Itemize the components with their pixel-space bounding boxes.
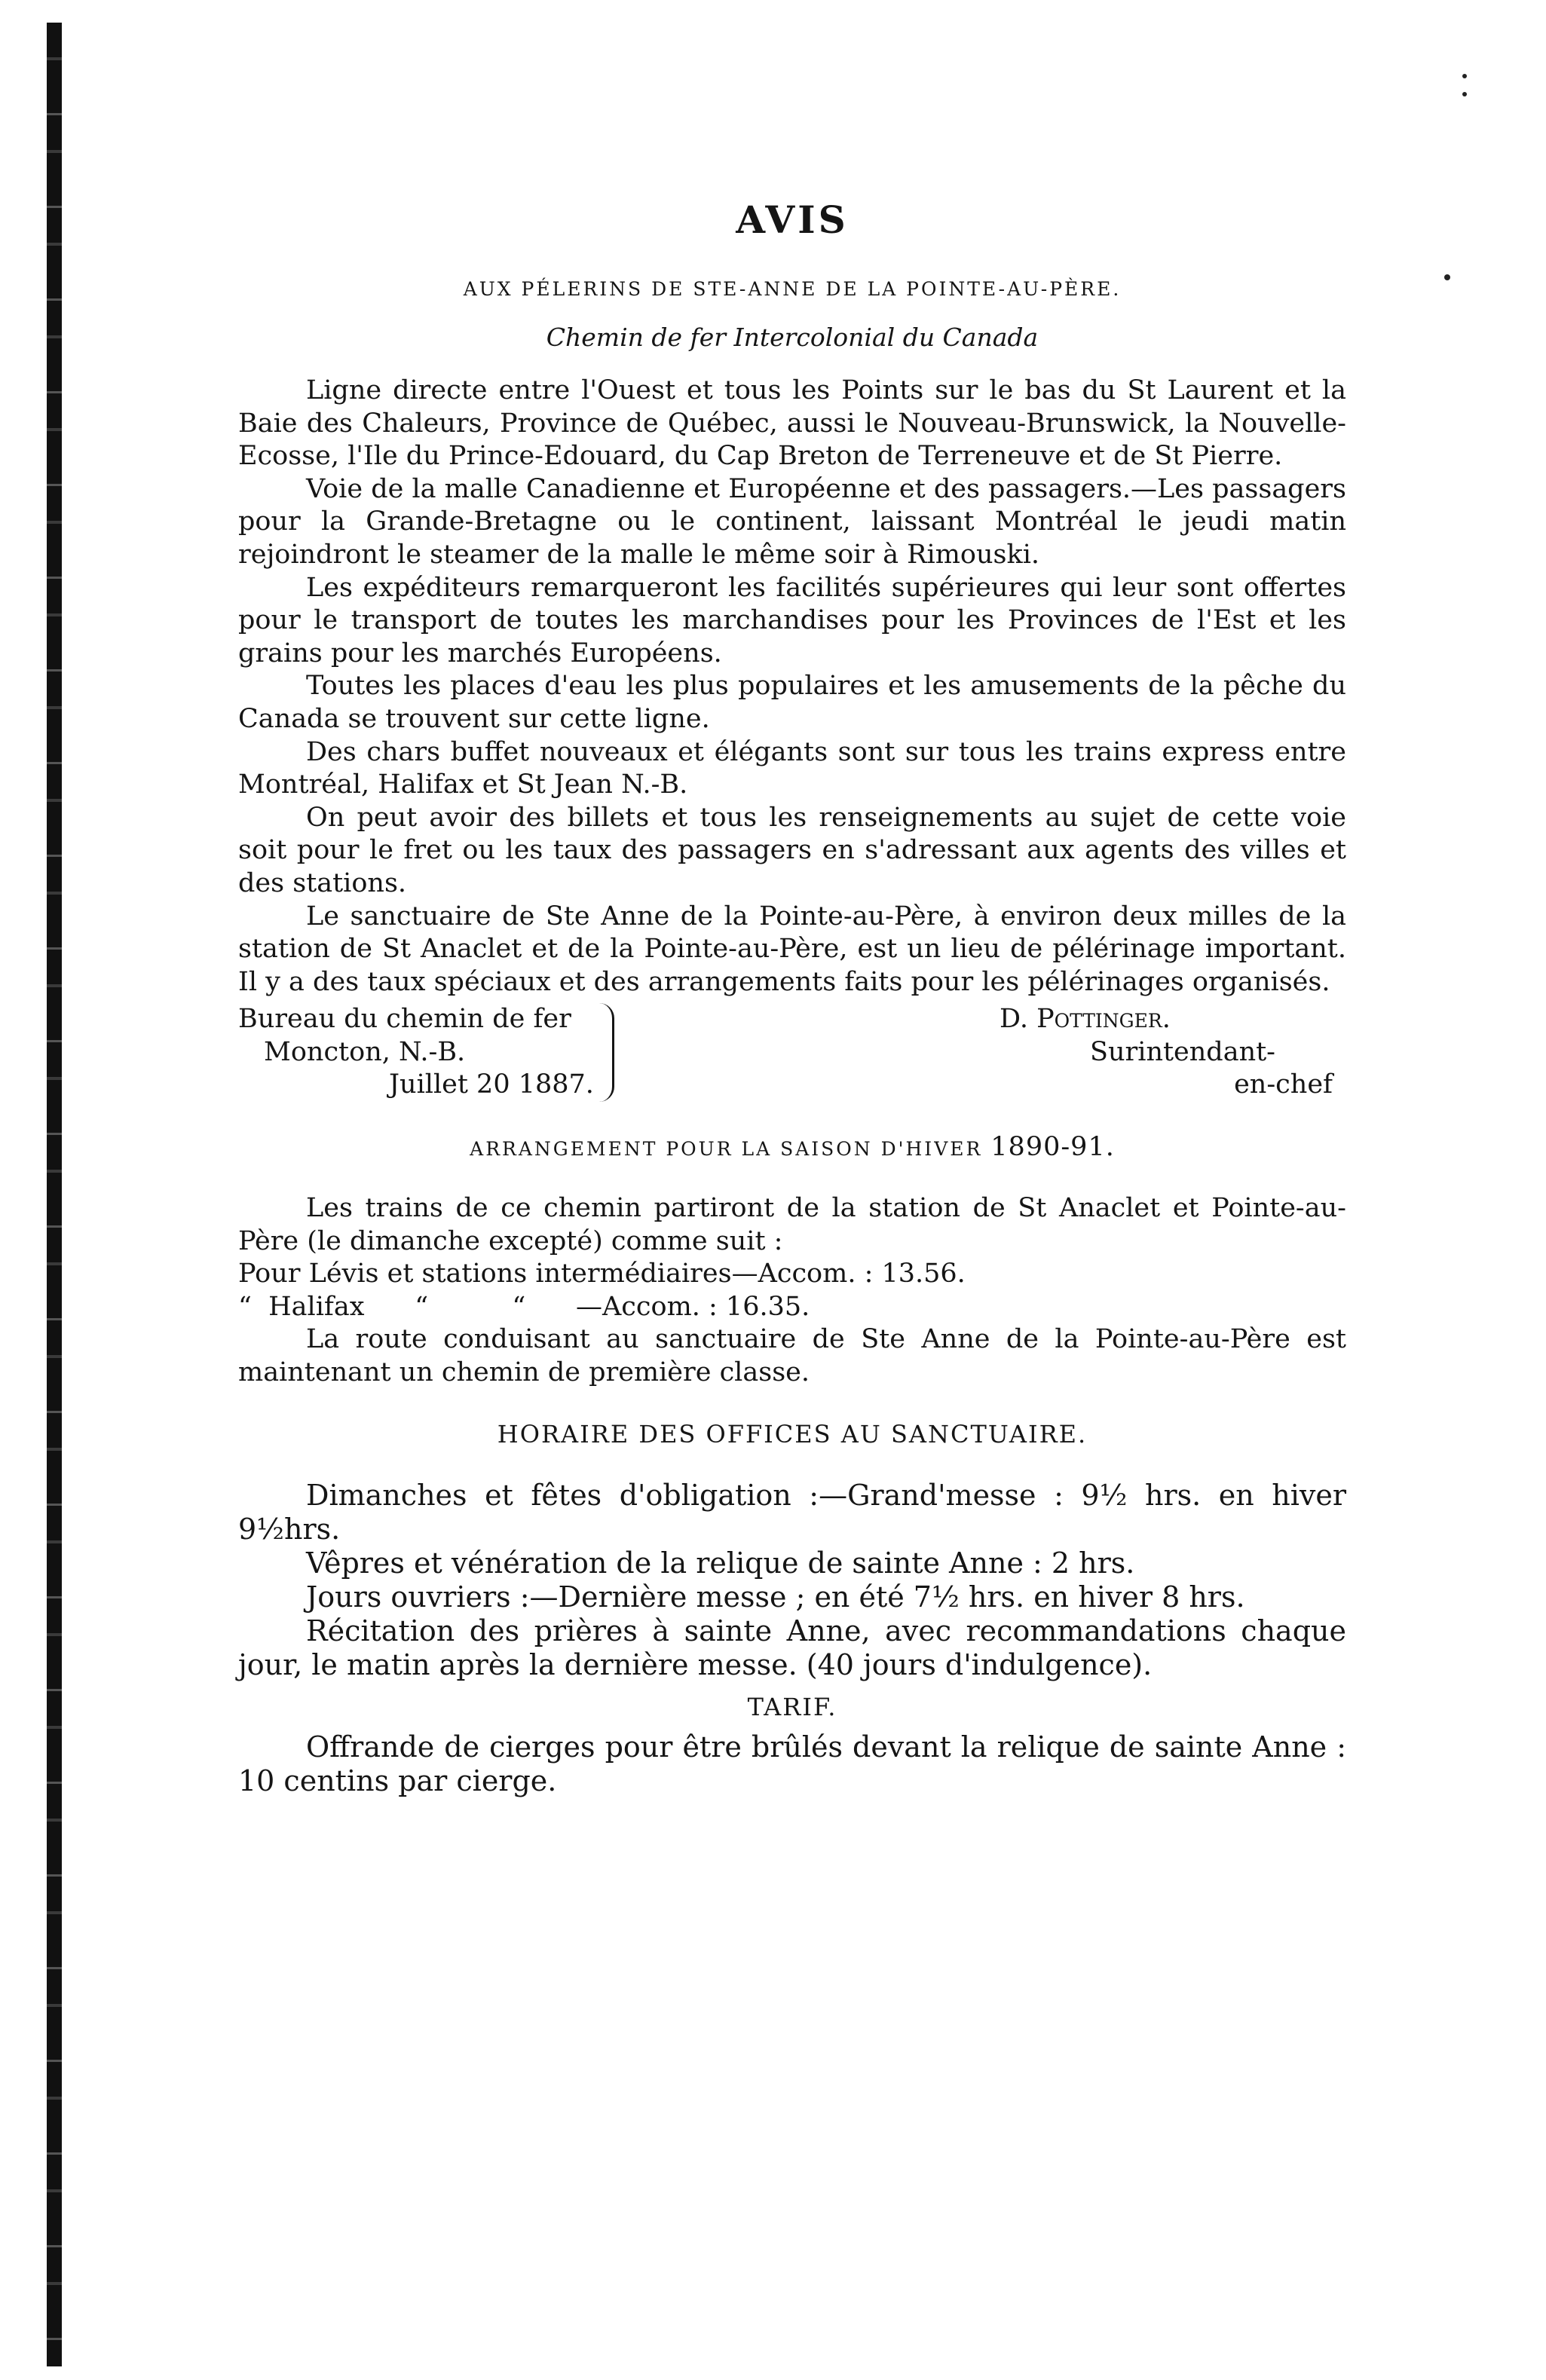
address-line: Moncton, N.-B. [264, 1036, 466, 1067]
page-subtitle: AUX PÉLERINS DE STE-ANNE DE LA POINTE-AU-PÈRE. [463, 278, 1122, 300]
signatory-name: D. Pottinger. [1000, 1004, 1171, 1035]
scan-speck [1444, 274, 1450, 280]
offices-list [238, 1479, 1346, 1682]
office-item: Récitation des prières à sainte Anne, avec recommandations chaque jour, le matin après la dernière messe. (40 jours d'indulgence). [238, 1614, 1346, 1681]
scan-edge-bar [47, 23, 62, 2366]
paragraph: Les expéditeurs remarqueront les facilités supérieures qui leur sont offertes pour le transport de toutes les marchandises pour les Provinces de l'Est et les grains pour les marchés Européens. [238, 572, 1346, 668]
paragraph: Le sanctuaire de Ste Anne de la Pointe-au-Père, à environ deux milles de la station de St Anaclet et de la Pointe-au-Père, est un lieu de pélérinage important. Il y a des taux spéciaux et des arrangements faits pour les pélérinages organisés. [238, 901, 1346, 997]
road-note: La route conduisant au sanctuaire de Ste Anne de la Pointe-au-Père est maintenant un chemin de première classe. [238, 1324, 1346, 1388]
winter-intro: Les trains de ce chemin partiront de la station de St Anaclet et Pointe-au-Père (le dimanche excepté) comme suit : [238, 1193, 1346, 1256]
signatory-role: Surintendant- [1090, 1036, 1276, 1067]
signature-block [238, 1003, 1346, 1102]
address-line: Bureau du chemin de fer [238, 1004, 571, 1035]
paragraph: Voie de la malle Canadienne et Européenne et des passagers.—Les passagers pour la Grande-Bretagne ou le continent, laissant Montréal le jeudi matin rejoindront le steamer de la malle le même soir à Rimouski. [238, 473, 1346, 570]
document-page [238, 197, 1346, 1798]
paragraph: On peut avoir des billets et tous les renseignements au sujet de cette voie soit pour le fret ou les taux des passagers en s'adressant aux agents des villes et des stations. [238, 802, 1346, 898]
brace [599, 1003, 614, 1102]
notice-body [238, 375, 1346, 999]
office-item: Vêpres et vénération de la relique de sainte Anne : 2 hrs. [306, 1546, 1135, 1580]
winter-heading [238, 1132, 1346, 1162]
scan-speck [1462, 74, 1467, 78]
signatory [924, 1003, 1346, 1102]
page-title: AVIS [736, 197, 849, 242]
tarif-text: Offrande de cierges pour être brûlés devant la relique de sainte Anne : 10 centins par cierge. [238, 1730, 1346, 1797]
address-line: Juillet 20 1887. [389, 1069, 594, 1100]
offices-heading: HORAIRE DES OFFICES AU SANCTUAIRE. [497, 1419, 1088, 1448]
winter-year: 1890-91. [990, 1132, 1115, 1163]
schedule-line: “ Halifax “ “ —Accom. : 16.35. [238, 1291, 810, 1322]
railway-name: Chemin de fer Intercolonial du Canada [546, 323, 1039, 352]
office-address [238, 1003, 614, 1102]
scan-speck [1462, 92, 1467, 96]
winter-heading-text: ARRANGEMENT POUR LA SAISON D'HIVER [470, 1138, 983, 1161]
signatory-role: en-chef [1234, 1069, 1333, 1100]
paragraph: Toutes les places d'eau les plus populaires et les amusements de la pêche du Canada se trouvent sur cette ligne. [238, 671, 1346, 734]
paragraph: Ligne directe entre l'Ouest et tous les Points sur le bas du St Laurent et la Baie des Chaleurs, Province de Québec, aussi le Nouveau-Brunswick, la Nouvelle-Ecosse, l'Ile du Prince-Edouard, du Cap Breton de Terreneuve et de St Pierre. [238, 375, 1346, 472]
office-item: Jours ouvriers :—Dernière messe ; en été 7½ hrs. en hiver 8 hrs. [306, 1580, 1245, 1614]
tarif-heading: TARIF. [747, 1692, 837, 1721]
paragraph: Des chars buffet nouveaux et élégants sont sur tous les trains express entre Montréal, Halifax et St Jean N.-B. [238, 736, 1346, 800]
schedule-line: Pour Lévis et stations intermédiaires—Accom. : 13.56. [238, 1259, 966, 1289]
office-item: Dimanches et fêtes d'obligation :—Grand'messe : 9½ hrs. en hiver 9½hrs. [238, 1478, 1346, 1546]
